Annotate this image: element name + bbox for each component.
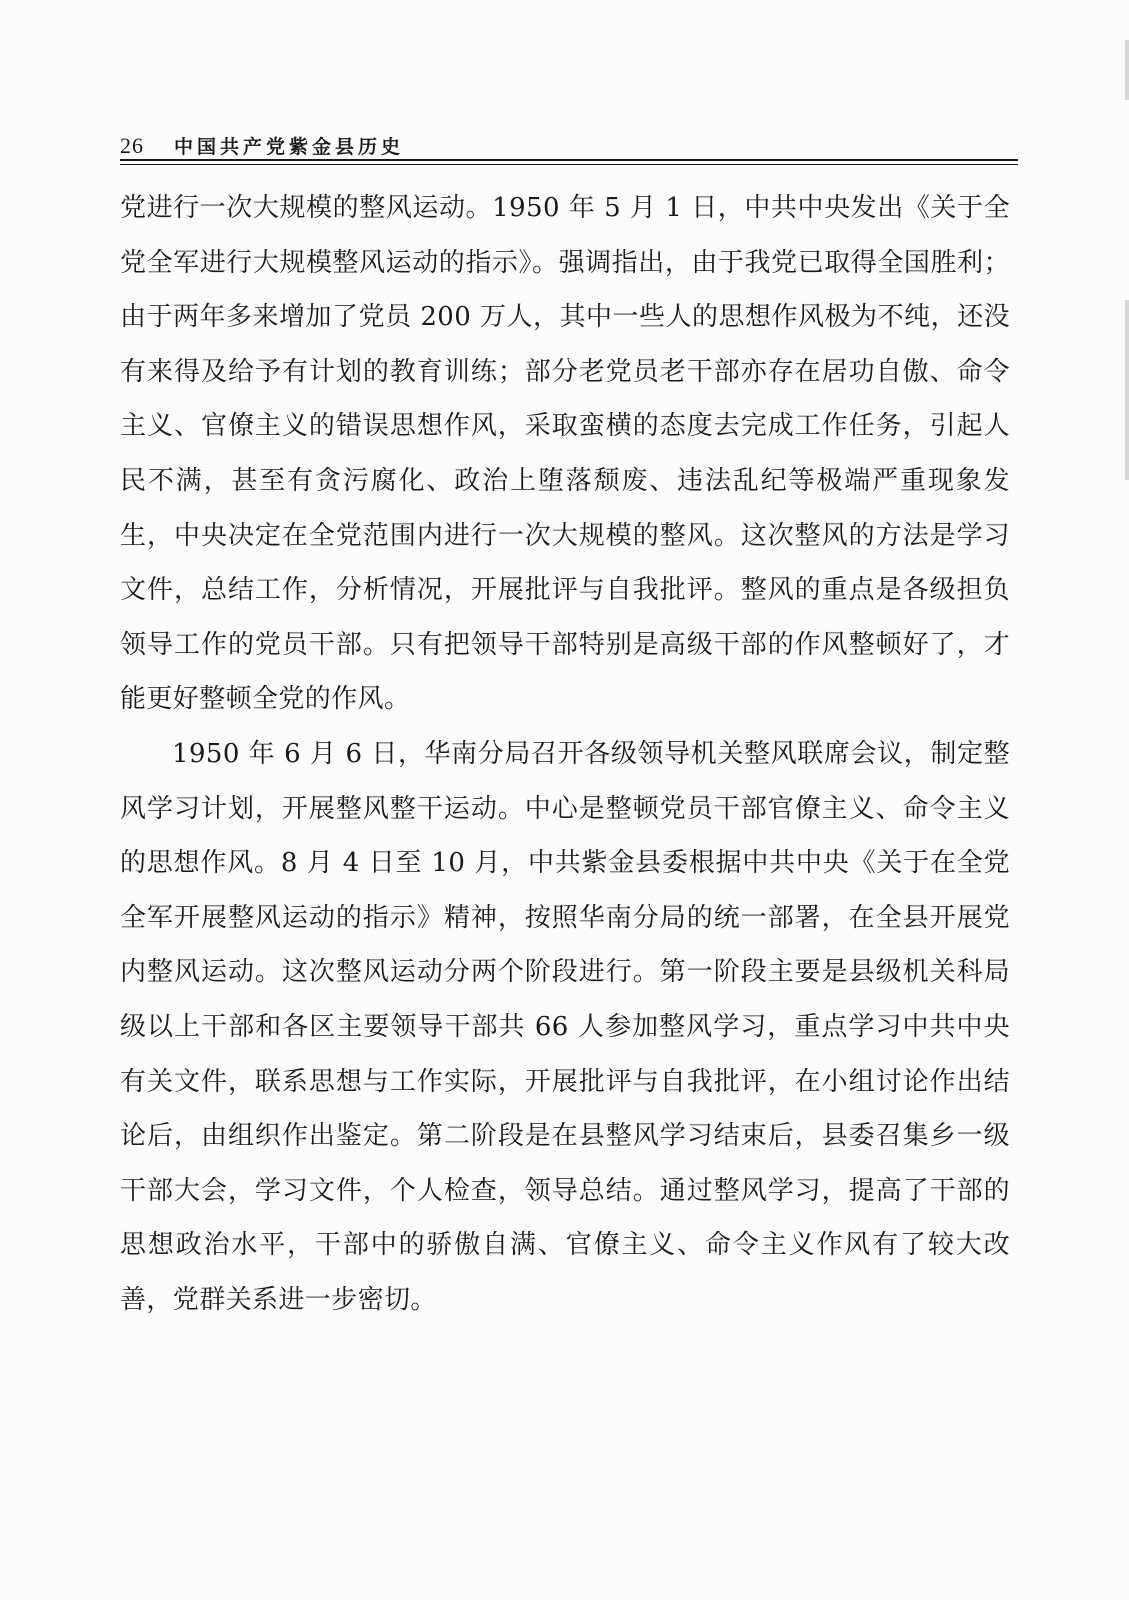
running-header [120,132,1020,162]
scan-edge-mark [1125,40,1129,100]
header-rule-thick [120,159,1018,161]
paragraph-continued: 党进行一次大规模的整风运动。1950 年 5 月 1 日，中共中央发出《关于全党全军进行大规模整风运动的指示》。强调指出，由于我党已取得全国胜利；由于两年多来增加了党员 200 万人，其中一些人的思想作风极为不纯，还没有来得及给予有计划的教育训练；部分老党员老干部亦存在居功自傲、命令主义、官僚主义的错误思想作风，采取蛮横的态度去完成工作任务，引起人民不满，甚至有贪污腐化、政治上堕落颓废、违法乱纪等极端严重现象发生，中央决定在全党范围内进行一次大规模的整风。这次整风的方法是学习文件，总结工作，分析情况，开展批评与自我批评。整风的重点是各级担负领导工作的党员干部。只有把领导干部特别是高级干部的作风整顿好了，才能更好整顿全党的作风。 [120,193,1010,715]
scan-edge-mark [1125,300,1129,480]
body-text [120,181,1010,1327]
book-title: 中国共产党紫金县历史 [174,136,405,158]
paragraph: 1950 年 6 月 6 日，华南分局召开各级领导机关整风联席会议，制定整风学习计划，开展整风整干运动。中心是整顿党员干部官僚主义、命令主义的思想作风。8 月 4 日至 10 月，中共紫金县委根据中共中央《关于在全党全军开展整风运动的指示》精神，按照华南分局的统一部署，在全县开展党内整风运动。这次整风运动分两个阶段进行。第一阶段主要是县级机关科局级以上干部和各区主要领导干部共 66 人参加整风学习，重点学习中共中央有关文件，联系思想与工作实际，开展批评与自我批评，在小组讨论作出结论后，由组织作出鉴定。第二阶段是在县整风学习结束后，县委召集乡一级干部大会，学习文件，个人检查，领导总结。通过整风学习，提高了干部的思想政治水平，干部中的骄傲自满、官僚主义、命令主义作风有了较大改善，党群关系进一步密切。 [120,738,1010,1315]
header-rule-thin [120,164,1018,165]
page-number: 26 [120,133,144,158]
